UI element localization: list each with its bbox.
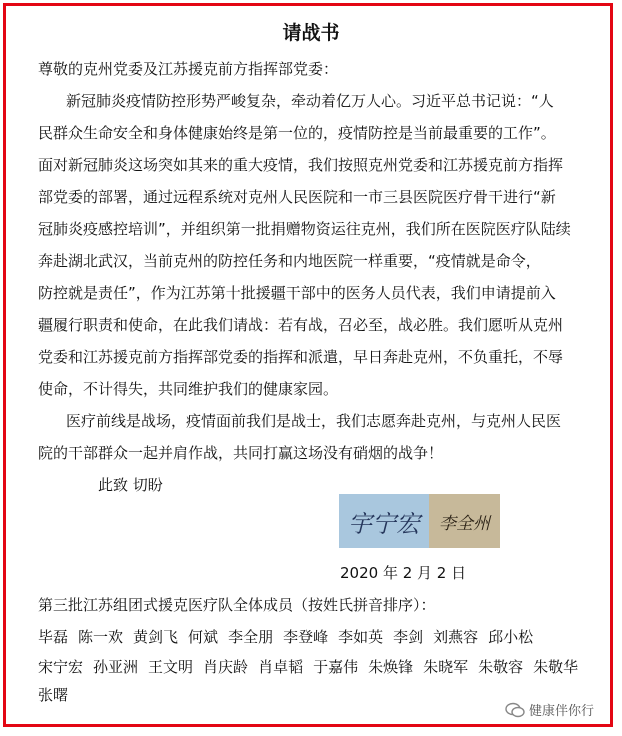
- body-line: 冠肺炎疫感控培训”，并组织第一批捐赠物资运往克州，我们所在医院医疗队陆续: [38, 220, 571, 238]
- member-name: 朱焕锋: [368, 658, 414, 676]
- body-line: 疆履行职责和使命，在此我们请战：若有战，召必至，战必胜。我们愿听从克州: [38, 316, 564, 334]
- member-name: 毕磊: [38, 628, 69, 646]
- member-name: 孙亚洲: [93, 658, 139, 676]
- member-name: 李全朋: [228, 628, 274, 646]
- member-name: 肖卓韬: [258, 658, 304, 676]
- body-line: 防控就是责任”，作为江苏第十批援疆干部中的医务人员代表，我们申请提前入: [38, 284, 556, 302]
- body-line: 新冠肺炎疫情防控形势严峻复杂，牵动着亿万人心。习近平总书记说：“人: [66, 92, 554, 110]
- date: 2020 年 2 月 2 日: [340, 564, 467, 582]
- member-name: 张曙: [38, 686, 69, 704]
- body-line: 医疗前线是战场，疫情面前我们是战士，我们志愿奔赴克州，与克州人民医: [66, 412, 562, 430]
- member-name: 朱敬华: [533, 658, 579, 676]
- body-line: 面对新冠肺炎这场突如其来的重大疫情，我们按照克州党委和江苏援克前方指挥: [38, 156, 564, 174]
- body-line: 使命，不计得失，共同维护我们的健康家园。: [38, 380, 339, 398]
- body-line: 党委和江苏援克前方指挥部党委的指挥和派遣，早日奔赴克州，不负重托，不辱: [38, 348, 564, 366]
- watermark-text: 健康伴你行: [529, 704, 595, 719]
- wechat-icon: [505, 702, 525, 718]
- closing-text: 此致 切盼: [98, 476, 163, 494]
- body-line: 民群众生命安全和身体健康始终是第一位的，疫情防控是当前最重要的工作”。: [38, 124, 556, 142]
- member-name: 于嘉伟: [313, 658, 359, 676]
- member-name: 王文明: [148, 658, 194, 676]
- wechat-watermark: [505, 700, 594, 719]
- member-name: 邱小松: [488, 628, 534, 646]
- signature-song: 宇宁宏: [339, 494, 429, 548]
- team-heading: 第三批江苏组团式援克医疗队全体成员（按姓氏拼音排序）：: [38, 596, 436, 614]
- member-name: 李登峰: [283, 628, 329, 646]
- names-row-1: [38, 626, 543, 647]
- member-name: 陈一欢: [78, 628, 124, 646]
- document-title: 请战书: [282, 22, 340, 44]
- member-name: 肖庆龄: [203, 658, 249, 676]
- signature-li: 李全州: [429, 494, 500, 548]
- member-name: 刘燕容: [433, 628, 479, 646]
- member-name: 宋宁宏: [38, 658, 84, 676]
- member-name: 李如英: [338, 628, 384, 646]
- names-row-3: [38, 684, 78, 705]
- body-line: 部党委的部署，通过远程系统对克州人民医院和一市三县医院医疗骨干进行“新: [38, 188, 556, 206]
- member-name: 朱敬容: [478, 658, 524, 676]
- member-name: 李剑: [393, 628, 424, 646]
- salutation: 尊敬的克州党委及江苏援克前方指挥部党委：: [38, 60, 339, 78]
- member-name: 朱晓军: [423, 658, 469, 676]
- body-line: 院的干部群众一起并肩作战，共同打赢这场没有硝烟的战争！: [38, 444, 444, 462]
- body-line: 奔赴湖北武汉，当前克州的防控任务和内地医院一样重要，“疫情就是命令，: [38, 252, 541, 270]
- names-row-2: [38, 656, 588, 677]
- member-name: 何斌: [188, 628, 219, 646]
- handwritten-signatures: [339, 494, 500, 548]
- member-name: 黄剑飞: [133, 628, 179, 646]
